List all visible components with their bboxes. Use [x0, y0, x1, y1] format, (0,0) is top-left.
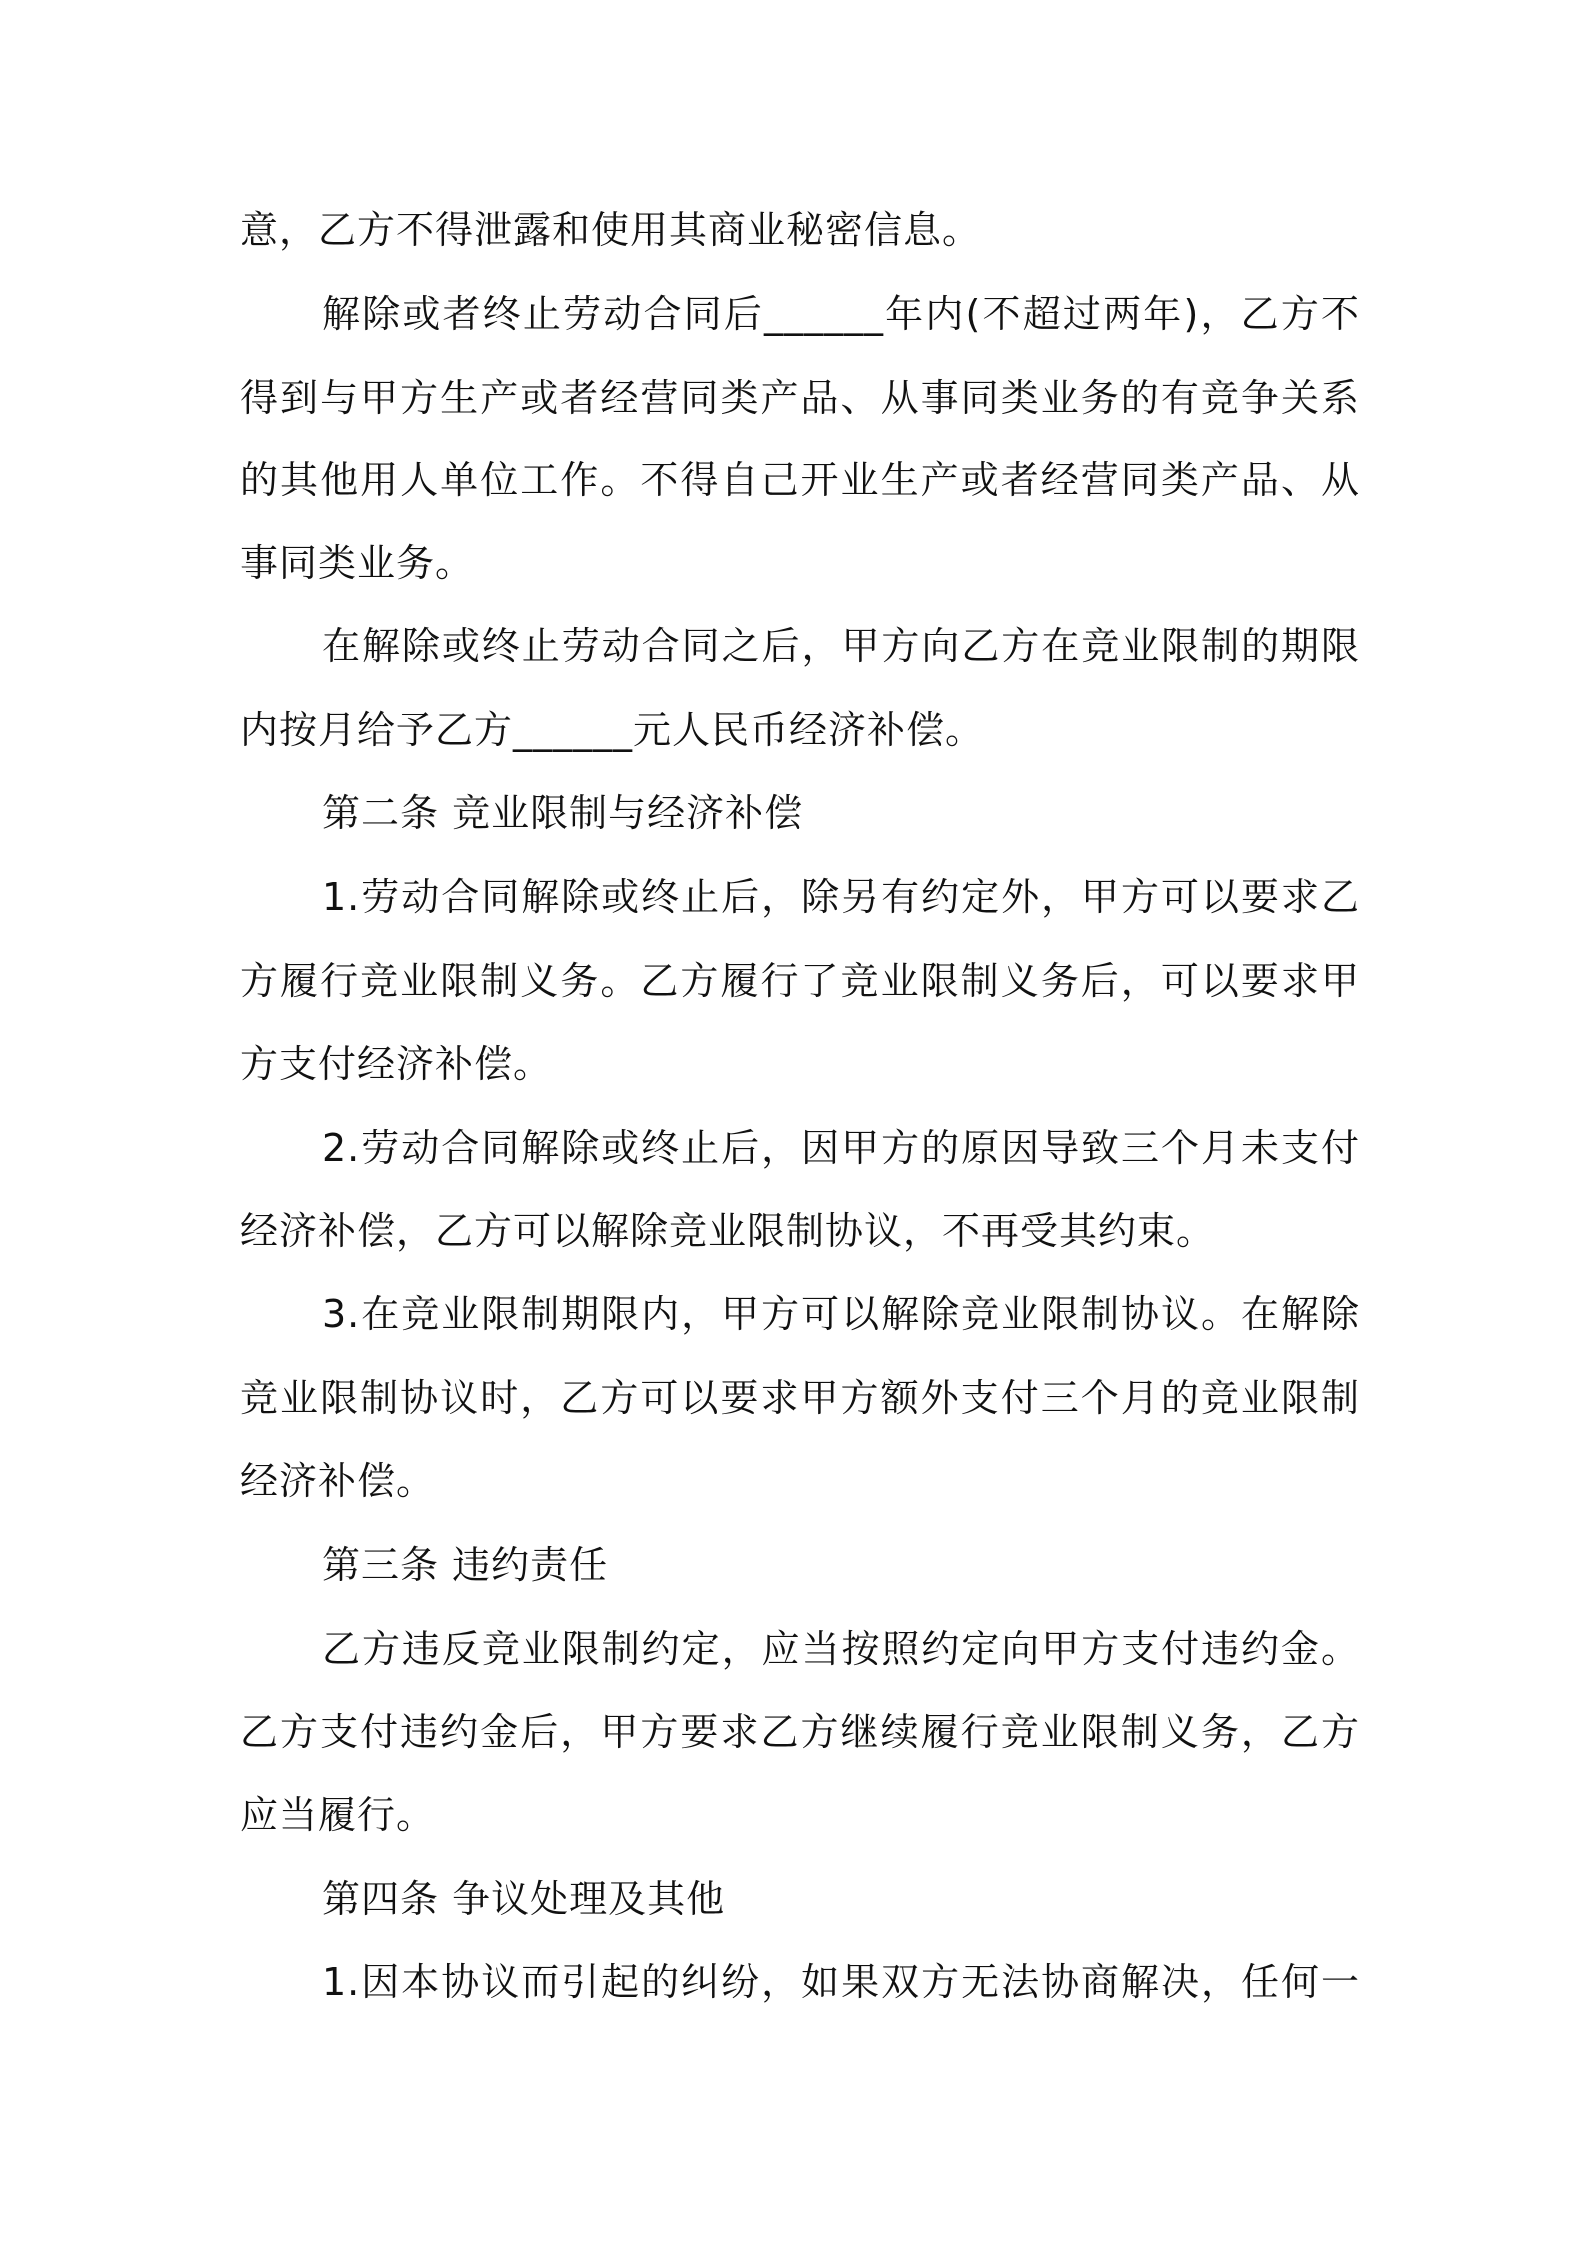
text-line: 解除或者终止劳动合同后______年内(不超过两年)，乙方不 [322, 292, 1360, 336]
text-line: 乙方违反竞业限制约定，应当按照约定向甲方支付违约金。 [322, 1627, 1360, 1671]
text-line: 的其他用人单位工作。不得自己开业生产或者经营同类产品、从 [240, 458, 1360, 502]
text-line: 意，乙方不得泄露和使用其商业秘密信息。 [240, 208, 982, 252]
section-heading: 第三条 违约责任 [322, 1543, 609, 1587]
text-line: 3.在竞业限制期限内，甲方可以解除竞业限制协议。在解除 [322, 1292, 1360, 1336]
text-line: 乙方支付违约金后，甲方要求乙方继续履行竞业限制义务，乙方 [240, 1710, 1360, 1754]
text-line: 方履行竞业限制义务。乙方履行了竞业限制义务后，可以要求甲 [240, 959, 1360, 1003]
text-line: 经济补偿，乙方可以解除竞业限制协议，不再受其约束。 [240, 1209, 1216, 1253]
section-heading: 第四条 争议处理及其他 [322, 1877, 726, 1921]
text-line: 1.劳动合同解除或终止后，除另有约定外，甲方可以要求乙 [322, 875, 1360, 919]
text-line: 事同类业务。 [240, 541, 475, 585]
text-line: 方支付经济补偿。 [240, 1042, 553, 1086]
text-line: 经济补偿。 [240, 1459, 436, 1503]
text-line: 应当履行。 [240, 1793, 436, 1837]
text-line: 竞业限制协议时，乙方可以要求甲方额外支付三个月的竞业限制 [240, 1376, 1360, 1420]
text-line: 2.劳动合同解除或终止后，因甲方的原因导致三个月未支付 [322, 1126, 1360, 1170]
text-line: 内按月给予乙方______元人民币经济补偿。 [240, 708, 985, 752]
section-heading: 第二条 竞业限制与经济补偿 [322, 791, 804, 835]
text-line: 在解除或终止劳动合同之后，甲方向乙方在竞业限制的期限 [322, 624, 1360, 668]
text-line: 1.因本协议而引起的纠纷，如果双方无法协商解决，任何一 [322, 1960, 1360, 2004]
text-line: 得到与甲方生产或者经营同类产品、从事同类业务的有竞争关系 [240, 376, 1360, 420]
